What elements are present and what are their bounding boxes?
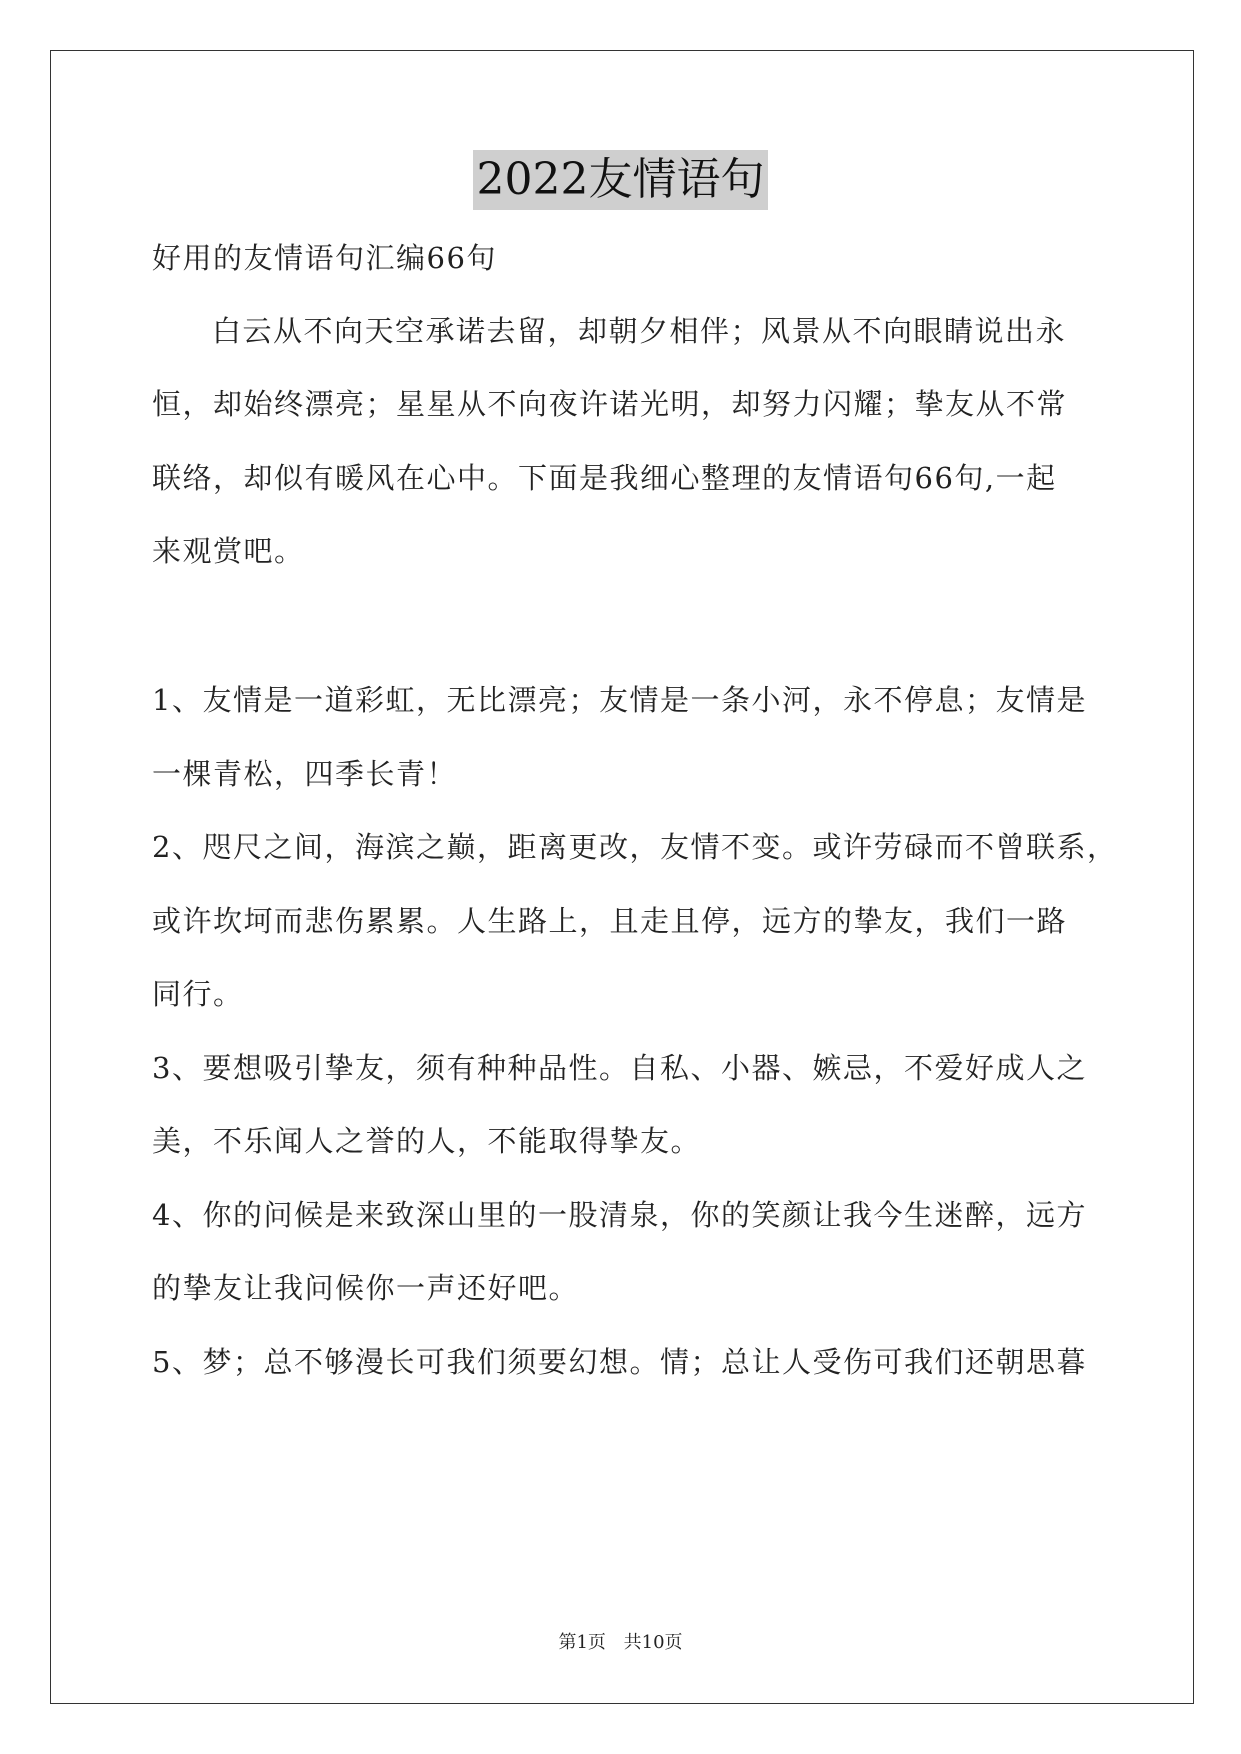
page-total: 共10页 <box>623 1632 683 1653</box>
page-number: 第1页 <box>558 1632 606 1653</box>
list-item-line: 5、梦；总不够漫长可我们须要幻想。情；总让人受伤可我们还朝思暮 <box>152 1345 1087 1379</box>
list-item-line: 的挚友让我问候你一声还好吧。 <box>152 1271 580 1305</box>
intro-line: 来观赏吧。 <box>152 534 305 568</box>
intro-line: 联络，却似有暖风在心中。下面是我细心整理的友情语句66句,一起 <box>152 461 1057 495</box>
list-item-line: 同行。 <box>152 977 244 1011</box>
page-border <box>50 50 1194 1704</box>
intro-line: 恒，却始终漂亮；星星从不向夜许诺光明，却努力闪耀；挚友从不常 <box>152 387 1068 421</box>
list-item-line: 美，不乐闻人之誉的人，不能取得挚友。 <box>152 1124 702 1158</box>
title-container <box>0 150 1241 210</box>
page-title: 2022友情语句 <box>473 150 769 210</box>
intro-line: 白云从不向天空承诺去留，却朝夕相伴；风景从不向眼睛说出永 <box>212 314 1067 348</box>
list-item-line: 3、要想吸引挚友，须有种种品性。自私、小器、嫉忌，不爱好成人之 <box>152 1051 1087 1085</box>
list-item-line: 2、咫尺之间，海滨之巅，距离更改，友情不变。或许劳碌而不曾联系， <box>152 830 1118 864</box>
list-item-line: 一棵青松，四季长青！ <box>152 757 458 791</box>
list-item-line: 或许坎坷而悲伤累累。人生路上，且走且停，远方的挚友，我们一路 <box>152 904 1068 938</box>
list-item-line: 1、友情是一道彩虹，无比漂亮；友情是一条小河，永不停息；友情是 <box>152 683 1087 717</box>
list-item-line: 4、你的问候是来致深山里的一股清泉，你的笑颜让我今生迷醉，远方 <box>152 1198 1087 1232</box>
page-footer <box>0 1628 1241 1654</box>
subtitle: 好用的友情语句汇编66句 <box>152 241 497 275</box>
